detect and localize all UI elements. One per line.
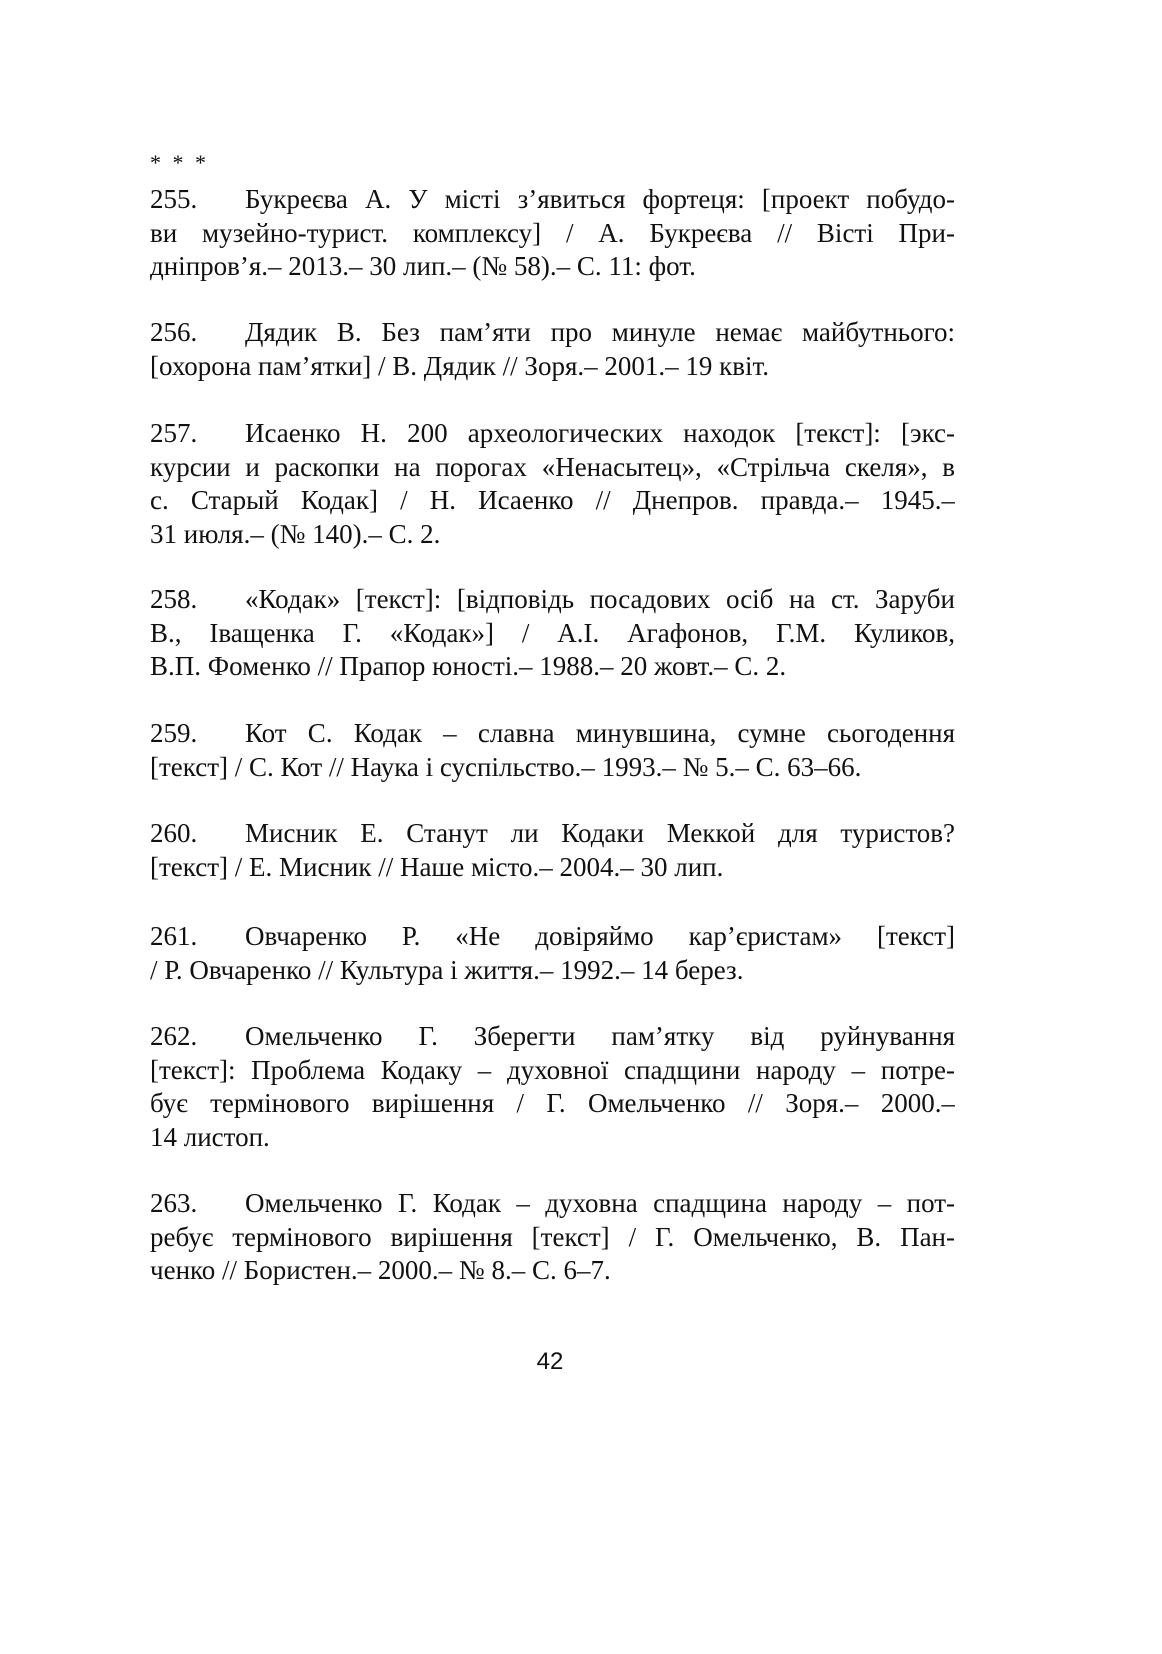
entry-text-line: Омельченко Г. Зберегти пам’ятку від руйнування [245,1021,955,1051]
section-separator: * * * [150,150,209,175]
entry-text-line: бує термінового вирішення / Г. Омельченко // Зоря.– 2000.– [150,1088,955,1119]
entry-text-line: курсии и раскопки на порогах «Ненасытец», «Стрільча скеля», в [150,451,955,482]
entry-text-line: Овчаренко Р. «Не довіряймо кар’єристам» [текст] [245,921,955,951]
bibliography-entry [150,1020,955,1154]
page-number: 42 [536,1348,564,1375]
bibliography-entry [150,717,955,784]
entry-number: 255. [150,184,198,214]
entry-text-line: ребує термінового вирішення [текст] / Г. Омельченко, В. Пан- [150,1221,955,1252]
entry-text-line: дніпров’я.– 2013.– 30 лип.– (№ 58).– С. 11: фот. [150,251,696,282]
bibliography-entry [150,583,955,684]
entry-text-line: [текст] / С. Кот // Наука і суспільство.– 1993.– № 5.– С. 63–66. [150,751,862,782]
entry-text-line: [текст] / Е. Мисник // Наше місто.– 2004.– 30 лип. [150,851,724,882]
entry-text-line: «Кодак» [текст]: [відповідь посадових осіб на ст. Заруби [245,584,955,614]
entry-number: 258. [150,584,198,614]
entry-text-line: / Р. Овчаренко // Культура і життя.– 1992.– 14 берез. [150,954,744,985]
bibliography-entry [150,316,955,383]
entry-number: 259. [150,718,198,748]
entry-number: 256. [150,317,198,347]
entry-text-line: Мисник Е. Станут ли Кодаки Меккой для туристов? [245,818,955,848]
entry-text-line: с. Старый Кодак] / Н. Исаенко // Днепров. правда.– 1945.– [150,485,955,516]
entry-number: 260. [150,818,198,848]
entry-text-line: В.П. Фоменко // Прапор юності.– 1988.– 20 жовт.– С. 2. [150,651,787,682]
entry-text-line: [текст]: Проблема Кодаку – духовної спадщини народу – потре- [150,1054,955,1085]
entry-text-line: Омельченко Г. Кодак – духовна спадщина народу – пот- [245,1188,955,1218]
bibliography-entry [150,417,955,551]
entry-number: 263. [150,1188,198,1218]
entry-text-line: В., Іващенка Г. «Кодак»] / А.І. Агафонов, Г.М. Куликов, [150,617,955,648]
entry-number: 257. [150,418,198,448]
entry-text-line: Дядик В. Без пам’яти про минуле немає майбутнього: [245,317,955,347]
entry-text-line: 14 листоп. [150,1121,270,1152]
entry-number: 261. [150,921,198,951]
bibliography-entry [150,183,955,284]
bibliography-entry [150,920,955,987]
bibliography-entry [150,817,955,884]
entry-number: 262. [150,1021,198,1051]
entry-text-line: Исаенко Н. 200 археологических находок [текст]: [экс- [245,418,955,448]
entry-text-line: Букреєва А. У місті з’явиться фортеця: [проект побудо- [245,184,955,214]
entry-text-line: [охорона пам’ятки] / В. Дядик // Зоря.– 2001.– 19 квіт. [150,350,769,381]
entry-text-line: ченко // Бористен.– 2000.– № 8.– С. 6–7. [150,1255,611,1286]
entry-text-line: 31 июля.– (№ 140).– С. 2. [150,518,441,549]
entry-text-line: Кот С. Кодак – славна минувшина, сумне сьогодення [245,718,955,748]
entry-text-line: ви музейно-турист. комплексу] / А. Букреєва // Вісті При- [150,217,955,248]
bibliography-entry [150,1187,955,1288]
